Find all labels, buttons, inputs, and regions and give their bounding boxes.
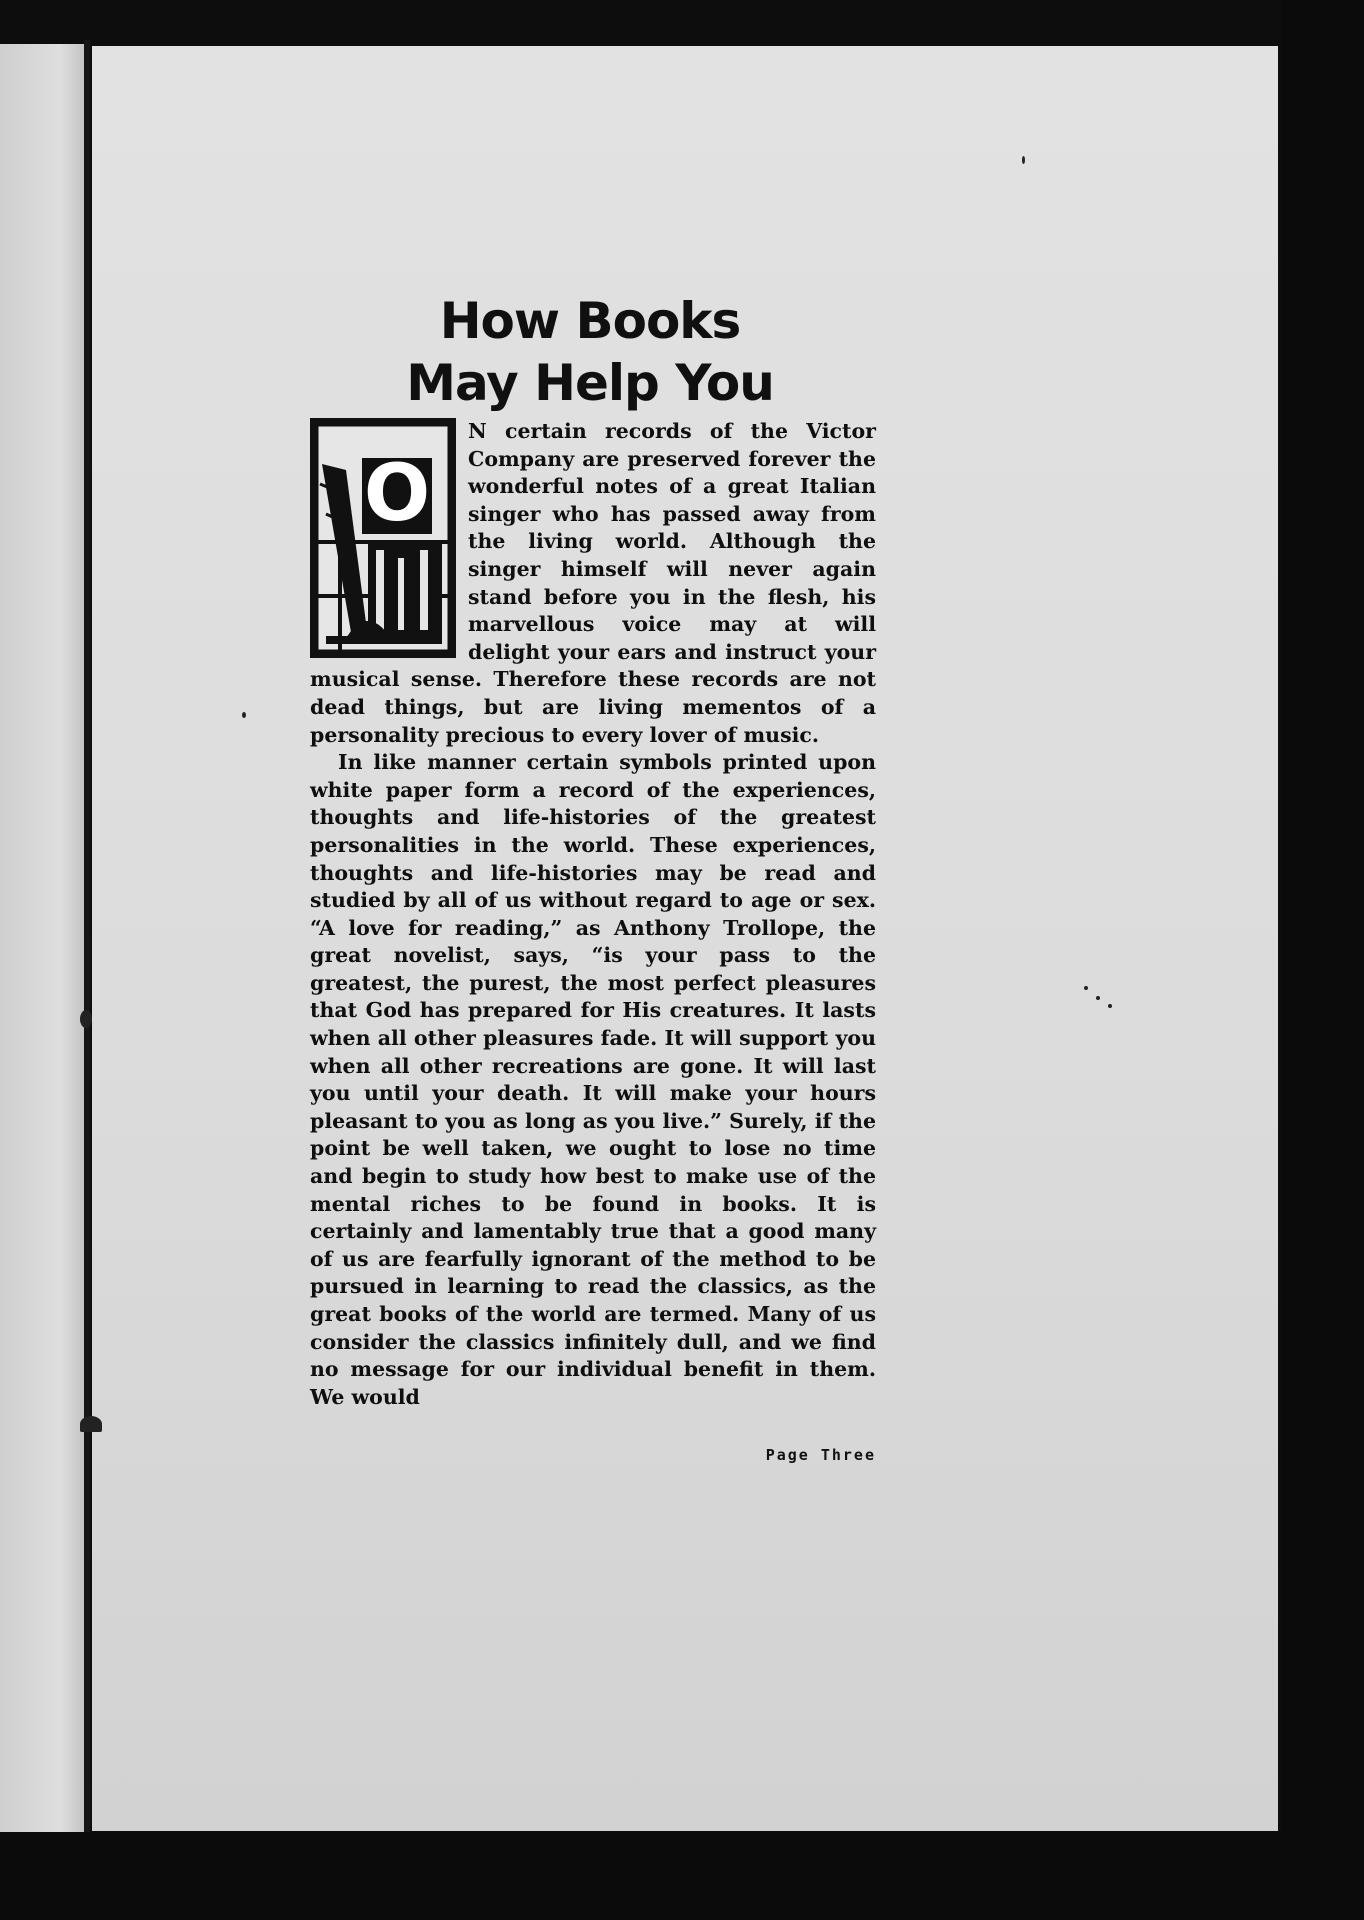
scan-speck <box>242 712 246 718</box>
title-line-1: How Books <box>439 291 741 350</box>
scan-speck <box>1022 156 1025 164</box>
decorative-initial-o <box>310 418 456 658</box>
scan-speck <box>1096 996 1100 1000</box>
page-number-footer: Page Three <box>765 1446 876 1464</box>
scan-speck <box>1108 1004 1112 1008</box>
scan-speck <box>80 1416 102 1432</box>
initial-illustration <box>316 424 450 652</box>
book-spine-gutter <box>84 40 90 1840</box>
title-line-2: May Help You <box>406 353 774 412</box>
article-title <box>360 290 820 414</box>
paragraph-2: In like manner certain symbols printed upon white paper form a record of the experiences, thoughts and life-histories of the greatest personalities in the world. These experiences, thoughts and life-histories may be read and studied by all of us without regard to age or sex. “A love for reading,” as Anthony Trollope, the great novelist, says, “is your pass to the greatest, the purest, the most perfect pleasures that God has prepared for His creatures. It lasts when all other pleasures fade. It will support you when all other recreations are gone. It will last you until your death. It will make your hours pleasant to you as long as you live.” Surely, if the point be well taken, we ought to lose no time and begin to study how best to make use of the mental riches to be found in books. It is certainly and lamentably true that a good many of us are fearfully ignorant of the method to be pursued in learning to read the classics, as the great books of the world are termed. Many of us consider the classics infinitely dull, and we find no message for our individual benefit in them. We would <box>310 750 876 1409</box>
paragraph-1: N certain records of the Victor Company are preserved forever the wonderful notes of a great Italian singer who has passed away from the living world. Although the singer himself will never again stand before you in the flesh, his marvellous voice may at will delight your ears and instruct your musical sense. Therefore these records are not dead things, but are living mementos of a personality precious to every lover of music. <box>310 419 876 747</box>
scan-speck <box>80 1010 92 1028</box>
facing-page-edge <box>0 44 86 1834</box>
scan-border-right <box>1282 0 1364 1920</box>
article-body <box>310 418 876 1411</box>
scan-speck <box>1084 986 1088 990</box>
drop-cap-letter: O <box>363 449 431 539</box>
scan-border-bottom <box>0 1832 1364 1920</box>
